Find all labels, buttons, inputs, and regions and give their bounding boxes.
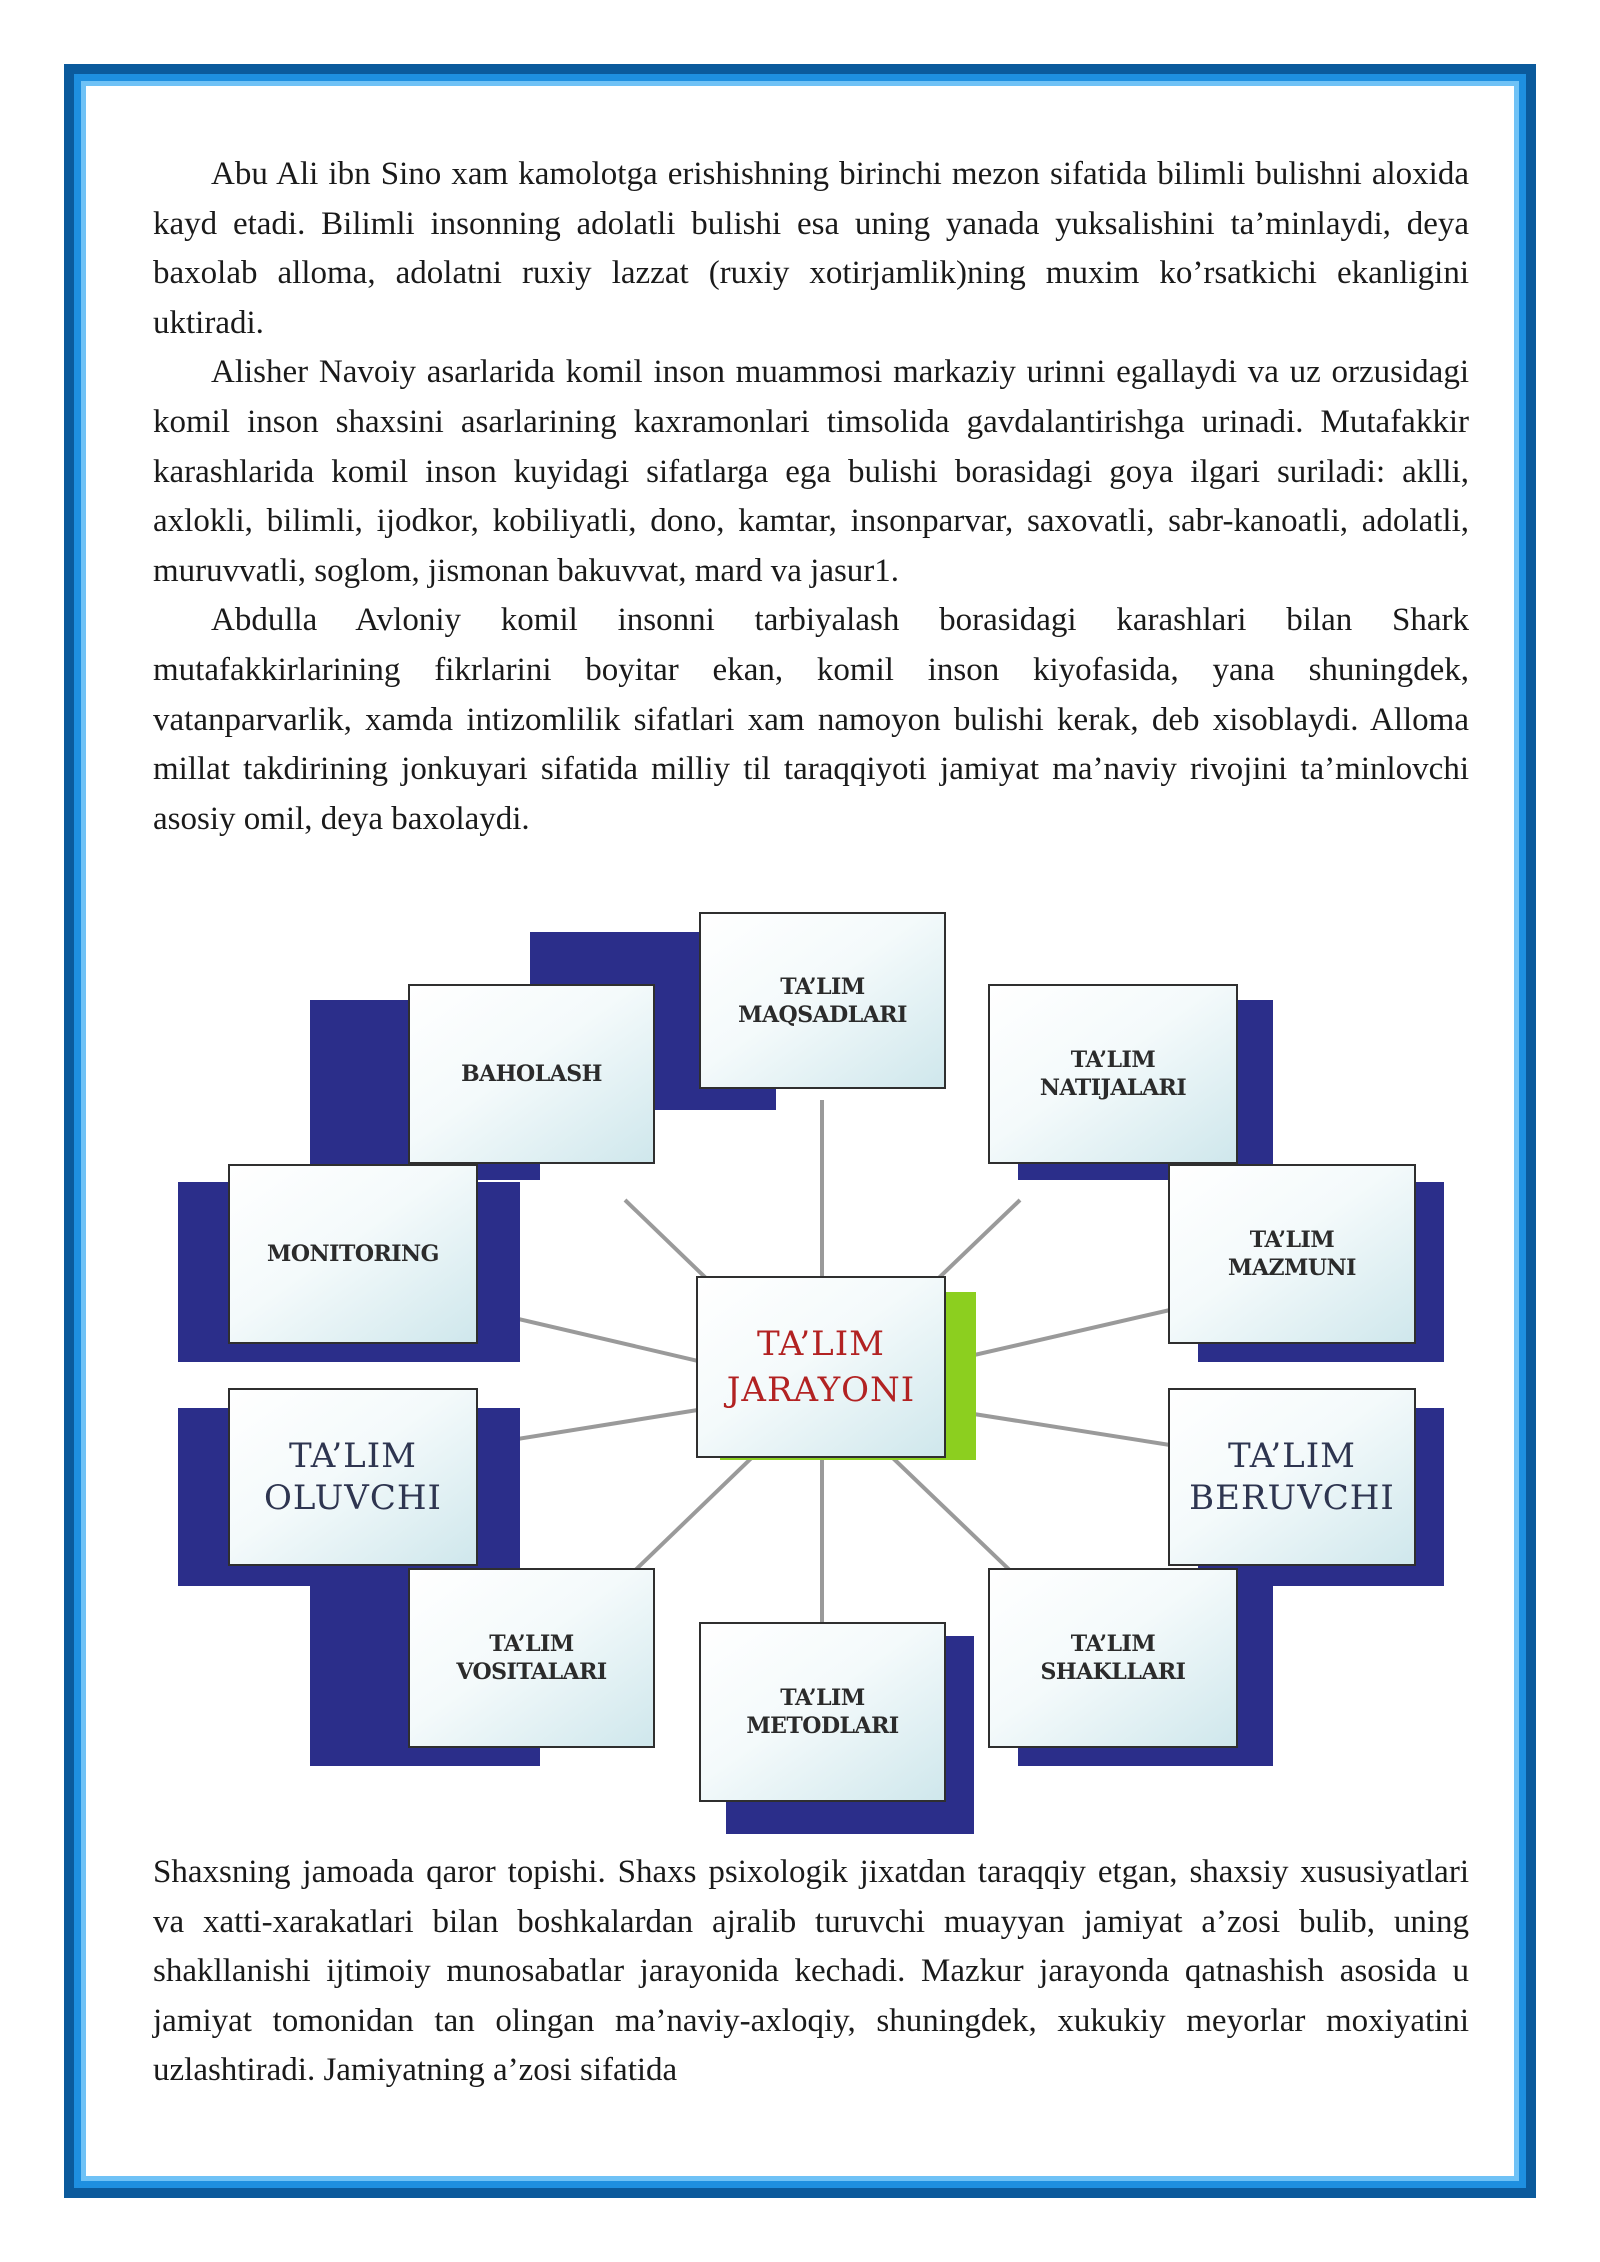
node-talim-jarayoni: TA’LIM JARAYONI (696, 1276, 946, 1458)
paragraph-shaxs: Shaxsning jamoada qaror topishi. Shaxs psixologik jixatdan taraqqiy etgan, shaxsiy xususiyatlari va xatti-xarakatlari bilan boshkalardan ajralib turuvchi muayyan jamiyat a’zosi bulib, uning shakllanishi ijtimoiy munosabatlar jarayonida kechadi. Mazkur jarayonda qatnashish asosida u jamiyat tomonidan tan olingan ma’naviy-axloqiy, shuningdek, xukukiy meyorlar moxiyatini uzlashtiradi. Jamiyatning a’zosi sifatida (153, 1854, 1469, 2089)
top-text-block (153, 150, 1469, 844)
node-talim-metodlari: TA’LIM METODLARI (699, 1622, 946, 1802)
node-talim-maqsadlari: TA’LIM MAQSADLARI (699, 912, 946, 1089)
paragraph-navoiy: Alisher Navoiy asarlarida komil inson muammosi markaziy urinni egallaydi va uz orzusidagi komil inson shaxsini asarlarining kaxramonlari timsolida gavdalantirishga urinadi. Mutafakkir karashlarida komil inson kuyidagi sifatlarga ega bulishi borasidagi goya ilgari suriladi: aklli, axlokli, bilimli, ijodkor, kobiliyatli, dono, kamtar, insonparvar, saxovatli, sabr-kanoatli, adolatli, muruvvatli, soglom, jismonan bakuvvat, mard va jasur1. (153, 354, 1469, 589)
bottom-text-block (153, 1848, 1469, 2096)
paragraph-ibn-sino: Abu Ali ibn Sino xam kamolotga erishishning birinchi mezon sifatida bilimli bulishni aloxida kayd etadi. Bilimli insonning adolatli bulishi esa uning yanada yuksalishini ta’minlaydi, deya baxolab alloma, adolatni ruxiy lazzat (ruxiy xotirjamlik)ning muxim ko’rsatkichi ekanligini uktiradi. (153, 156, 1469, 341)
talim-jarayoni-diagram (160, 900, 1460, 1840)
node-monitoring: MONITORING (228, 1164, 478, 1344)
node-talim-mazmuni: TA’LIM MAZMUNI (1168, 1164, 1416, 1344)
paragraph-avloniy: Abdulla Avloniy komil insonni tarbiyalash borasidagi karashlari bilan Shark mutafakkirlarining fikrlarini boyitar ekan, komil inson kiyofasida, yana shuningdek, vatanparvarlik, xamda intizomlilik sifatlari xam namoyon bulishi kerak, deb xisoblaydi. Alloma millat takdirining jonkuyari sifatida milliy til taraqqiyoti jamiyat ma’naviy rivojini ta’minlovchi asosiy omil, deya baxolaydi. (153, 602, 1469, 837)
node-talim-shakllari: TA’LIM SHAKLLARI (988, 1568, 1238, 1748)
node-talim-vositalari: TA’LIM VOSITALARI (408, 1568, 655, 1748)
node-baholash: BAHOLASH (408, 984, 655, 1164)
node-talim-beruvchi: TA’LIM BERUVCHI (1168, 1388, 1416, 1566)
node-talim-natijalari: TA’LIM NATIJALARI (988, 984, 1238, 1164)
node-talim-oluvchi: TA’LIM OLUVCHI (228, 1388, 478, 1566)
